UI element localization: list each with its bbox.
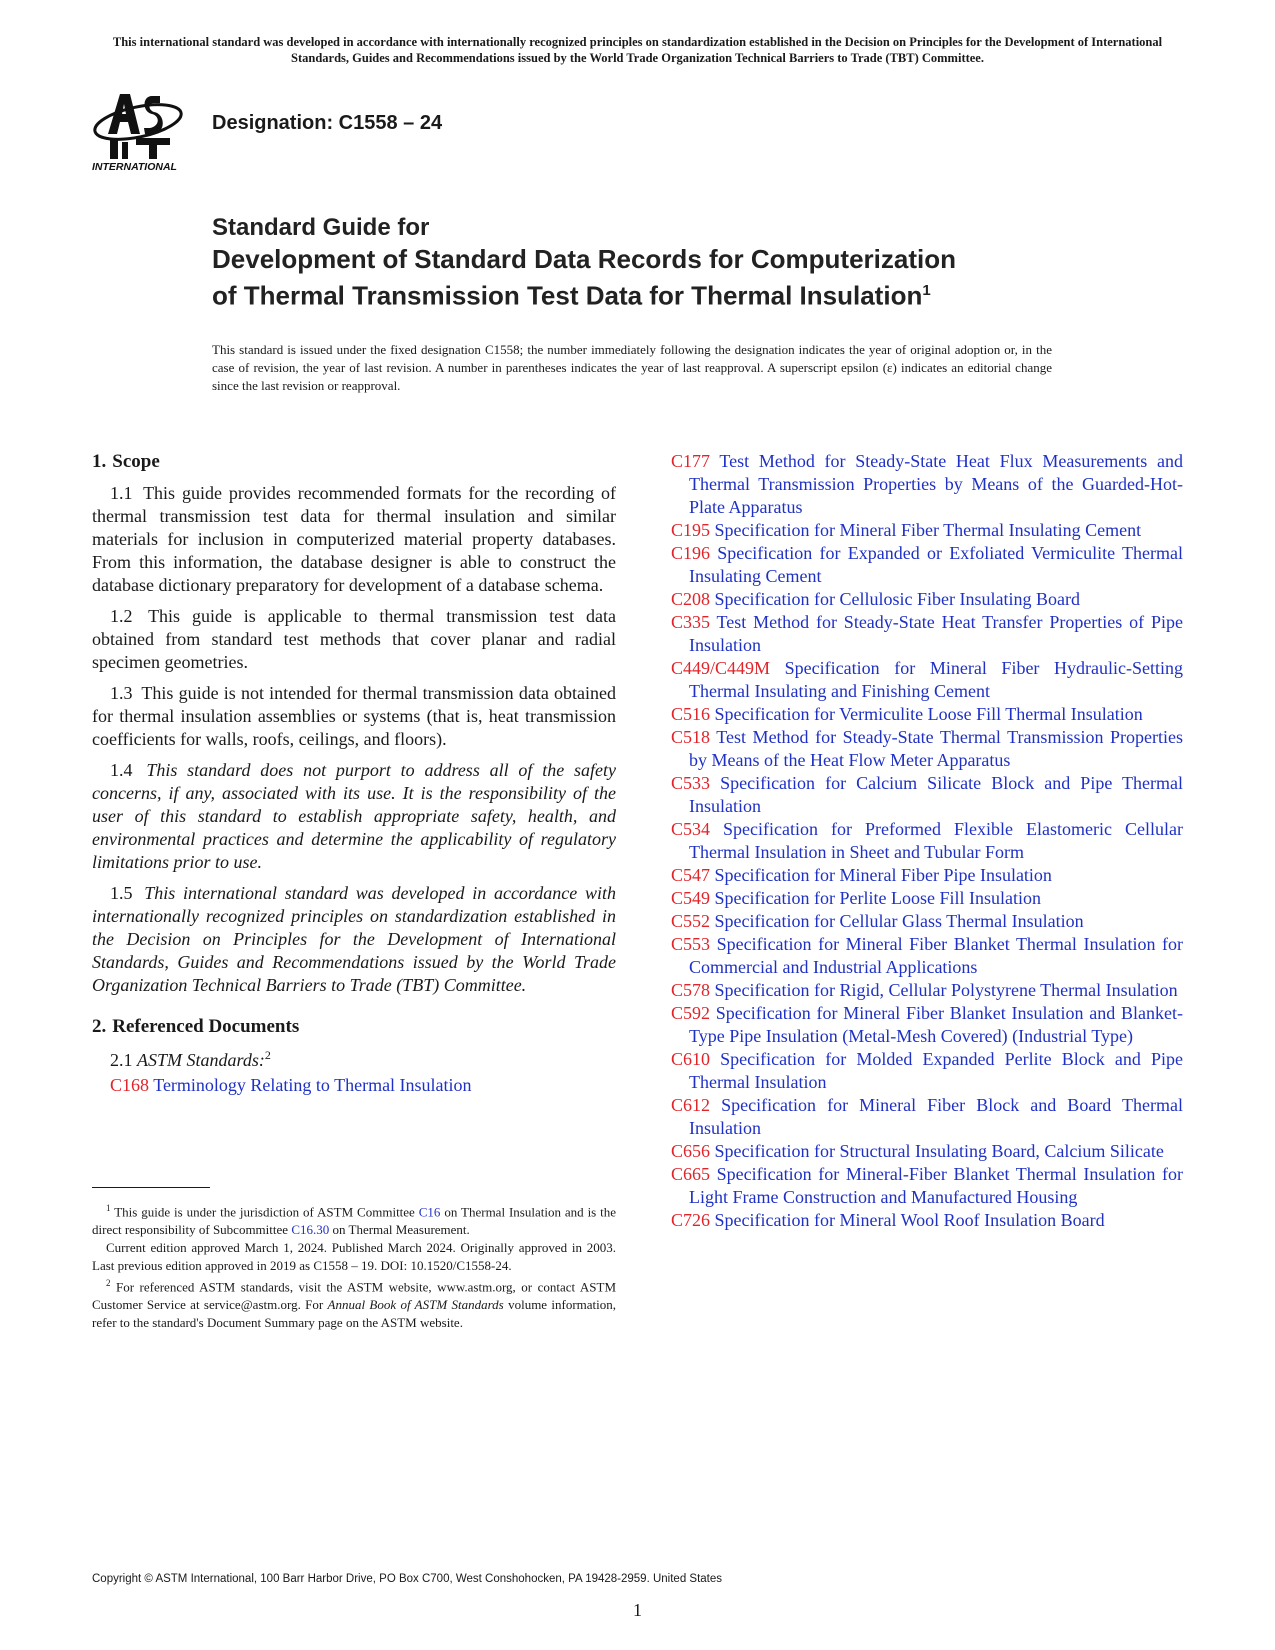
reference-title[interactable]: Specification for Calcium Silicate Block and Pipe Thermal Insulation	[689, 773, 1184, 816]
scope-para-1-2: 1.2 This guide is applicable to thermal transmission test data obtained from standard test methods that cover planar and radial specimen geometries.	[92, 606, 616, 672]
page-number: 1	[633, 1600, 642, 1620]
reference-title[interactable]: Specification for Cellulosic Fiber Insulating Board	[714, 589, 1080, 609]
logo-text: INTERNATIONAL	[92, 161, 177, 173]
reference-code[interactable]: C533	[671, 773, 711, 793]
astm-logo-icon	[90, 84, 190, 174]
reference-c168[interactable]: C168 Terminology Relating to Thermal Insulation	[110, 1075, 472, 1095]
reference-code[interactable]: C516	[671, 704, 711, 724]
reference-list	[671, 450, 1183, 1232]
reference-code[interactable]: C195	[671, 520, 711, 540]
document-title	[212, 212, 1112, 312]
wto-notice: This international standard was developed in accordance with internationally recognized principles on standardization established in the Decision on Principles for the Development of International Standards, Guides and Recommendations issued by the World Trade Organization Technical Barriers to Trade (TBT) Committee.	[112, 35, 1163, 65]
reference-title[interactable]: Specification for Mineral Wool Roof Insulation Board	[714, 1210, 1105, 1230]
astm-standards-subheading: 2.1 ASTM Standards:$^2$	[110, 1048, 271, 1070]
reference-item[interactable]	[671, 887, 1183, 910]
reference-item[interactable]	[671, 910, 1183, 933]
reference-item[interactable]	[671, 933, 1183, 979]
reference-item[interactable]	[671, 1048, 1183, 1094]
scope-para-1-5: 1.5 This international standard was developed in accordance with internationally recognized principles on standardization established in the Decision on Principles for the Development of International Standards, Guides and Recommendations issued by the World Trade Organization Technical Barriers to Trade (TBT) Committee.	[92, 883, 616, 995]
referenced-documents-heading: 2. Referenced Documents	[92, 1016, 300, 1037]
reference-code[interactable]: C449/C449M	[671, 658, 771, 678]
link-c16[interactable]: C16	[418, 1204, 441, 1220]
reference-title[interactable]: Specification for Rigid, Cellular Polystyrene Thermal Insulation	[714, 980, 1178, 1000]
title-line-3: of Thermal Transmission Test Data for Thermal Insulation	[212, 280, 923, 311]
reference-title[interactable]: Specification for Structural Insulating Board, Calcium Silicate	[714, 1141, 1164, 1161]
reference-item[interactable]	[671, 1140, 1183, 1163]
title-line-1: Standard Guide for	[212, 214, 430, 241]
reference-title[interactable]: Specification for Mineral Fiber Thermal Insulating Cement	[714, 520, 1142, 540]
reference-item[interactable]	[671, 1002, 1183, 1048]
left-column	[92, 450, 616, 1097]
reference-code[interactable]: C665	[671, 1164, 711, 1184]
reference-code[interactable]: C547	[671, 865, 711, 885]
reference-title[interactable]: Specification for Mineral-Fiber Blanket Thermal Insulation for Light Frame Construction and Manufactured Housing	[689, 1164, 1183, 1207]
reference-code[interactable]: C552	[671, 911, 711, 931]
reference-title[interactable]: Specification for Molded Expanded Perlite Block and Pipe Thermal Insulation	[689, 1049, 1183, 1092]
reference-item[interactable]	[671, 588, 1183, 611]
reference-item[interactable]	[671, 864, 1183, 887]
reference-code[interactable]: C196	[671, 543, 711, 563]
scope-para-1-4: 1.4 This standard does not purport to address all of the safety concerns, if any, associated with its use. It is the responsibility of the user of this standard to establish appropriate safety, health, and environmental practices and determine the applicability of regulatory limitations prior to use.	[92, 760, 617, 872]
reference-title[interactable]: Specification for Expanded or Exfoliated Vermiculite Thermal Insulating Cement	[689, 543, 1184, 586]
reference-item[interactable]	[671, 611, 1183, 657]
designation: Designation: C1558 – 24	[212, 112, 443, 134]
reference-item[interactable]	[671, 979, 1183, 1002]
footnote-edition: Current edition approved March 1, 2024. Published March 2024. Originally approved in 2003. Last previous edition approved in 2019 as C1558 – 19. DOI: 10.1520/C1558-24.	[92, 1240, 616, 1273]
reference-code[interactable]: C612	[671, 1095, 711, 1115]
reference-title[interactable]: Specification for Preformed Flexible Elastomeric Cellular Thermal Insulation in Sheet and Tubular Form	[689, 819, 1184, 862]
scope-heading: 1. Scope	[92, 451, 160, 472]
reference-item[interactable]	[671, 1209, 1183, 1232]
title-footnote-mark: 1	[922, 282, 931, 299]
reference-item[interactable]	[671, 450, 1183, 519]
reference-title[interactable]: Test Method for Steady-State Heat Transfer Properties of Pipe Insulation	[689, 612, 1183, 655]
reference-title[interactable]: Specification for Cellular Glass Thermal Insulation	[714, 911, 1084, 931]
reference-title[interactable]: Test Method for Steady-State Thermal Transmission Properties by Means of the Heat Flow Meter Apparatus	[689, 727, 1183, 770]
reference-item[interactable]	[671, 542, 1183, 588]
reference-code[interactable]: C335	[671, 612, 711, 632]
reference-item[interactable]	[671, 726, 1183, 772]
reference-code[interactable]: C534	[671, 819, 711, 839]
reference-code[interactable]: C592	[671, 1003, 711, 1023]
reference-title[interactable]: Test Method for Steady-State Heat Flux Measurements and Thermal Transmission Properties by Means of the Guarded-Hot-Plate Apparatus	[689, 451, 1183, 517]
reference-title[interactable]: Specification for Vermiculite Loose Fill Thermal Insulation	[714, 704, 1143, 724]
astm-logo	[90, 84, 190, 174]
reference-code[interactable]: C578	[671, 980, 711, 1000]
title-line-2: Development of Standard Data Records for Computerization	[212, 244, 956, 274]
reference-item[interactable]	[671, 519, 1183, 542]
reference-code[interactable]: C518	[671, 727, 711, 747]
reference-code[interactable]: C549	[671, 888, 711, 908]
reference-title[interactable]: Specification for Mineral Fiber Blanket Thermal Insulation for Commercial and Industrial Applications	[689, 934, 1183, 977]
reference-item[interactable]	[671, 703, 1183, 726]
reference-code[interactable]: C177	[671, 451, 711, 471]
footnote-1: $^1$ This guide is under the jurisdiction of ASTM Committee C16 on Thermal Insulation and is the direct responsibility of Subcommittee C16.30 on Thermal Measurement.	[92, 1203, 617, 1237]
reference-code[interactable]: C553	[671, 934, 711, 954]
scope-para-1-1: 1.1 This guide provides recommended formats for the recording of thermal transmission test data for thermal insulation and similar materials for inclusion in computerized material property databases. From this information, the database designer is able to construct the database dictionary preparatory for development of a database schema.	[92, 483, 616, 595]
scope-para-1-3: 1.3 This guide is not intended for thermal transmission data obtained for thermal insulation assemblies or systems (that is, heat transmission coefficients for walls, roofs, ceilings, and floors).	[92, 683, 616, 749]
reference-code[interactable]: C610	[671, 1049, 711, 1069]
reference-item[interactable]	[671, 1094, 1183, 1140]
footnote-divider	[92, 1187, 210, 1188]
reference-code[interactable]: C656	[671, 1141, 711, 1161]
footnote-2: $^2$ For referenced ASTM standards, visit the ASTM website, www.astm.org, or contact ASTM Customer Service at service@astm.org. For Annual Book of ASTM Standards volume information, refer to the standard's Document Summary page on the ASTM website.	[92, 1278, 617, 1330]
reference-title[interactable]: Specification for Mineral Fiber Hydraulic-Setting Thermal Insulating and Finishing Cement	[689, 658, 1184, 701]
issuance-note: This standard is issued under the fixed designation C1558; the number immediately following the designation indicates the year of original adoption or, in the case of revision, the year of last revision. A number in parentheses indicates the year of last reapproval. A superscript epsilon (ε) indicates an editorial change since the last revision or reapproval.	[212, 342, 1052, 393]
reference-title[interactable]: Specification for Mineral Fiber Block and Board Thermal Insulation	[689, 1095, 1183, 1138]
link-c16-30[interactable]: C16.30	[291, 1221, 330, 1237]
reference-title[interactable]: Specification for Mineral Fiber Blanket Insulation and Blanket-Type Pipe Insulation (Metal-Mesh Covered) (Industrial Type)	[689, 1003, 1183, 1046]
reference-item[interactable]	[671, 1163, 1183, 1209]
reference-item[interactable]	[671, 818, 1183, 864]
reference-code[interactable]: C208	[671, 589, 711, 609]
copyright: Copyright © ASTM International, 100 Barr Harbor Drive, PO Box C700, West Conshohocken, PA 19428-2959. United States	[92, 1573, 723, 1585]
reference-title[interactable]: Specification for Perlite Loose Fill Insulation	[714, 888, 1041, 908]
reference-item[interactable]	[671, 772, 1183, 818]
reference-title[interactable]: Specification for Mineral Fiber Pipe Insulation	[714, 865, 1052, 885]
reference-code[interactable]: C726	[671, 1210, 711, 1230]
footnotes	[92, 1200, 616, 1332]
reference-item[interactable]	[671, 657, 1183, 703]
